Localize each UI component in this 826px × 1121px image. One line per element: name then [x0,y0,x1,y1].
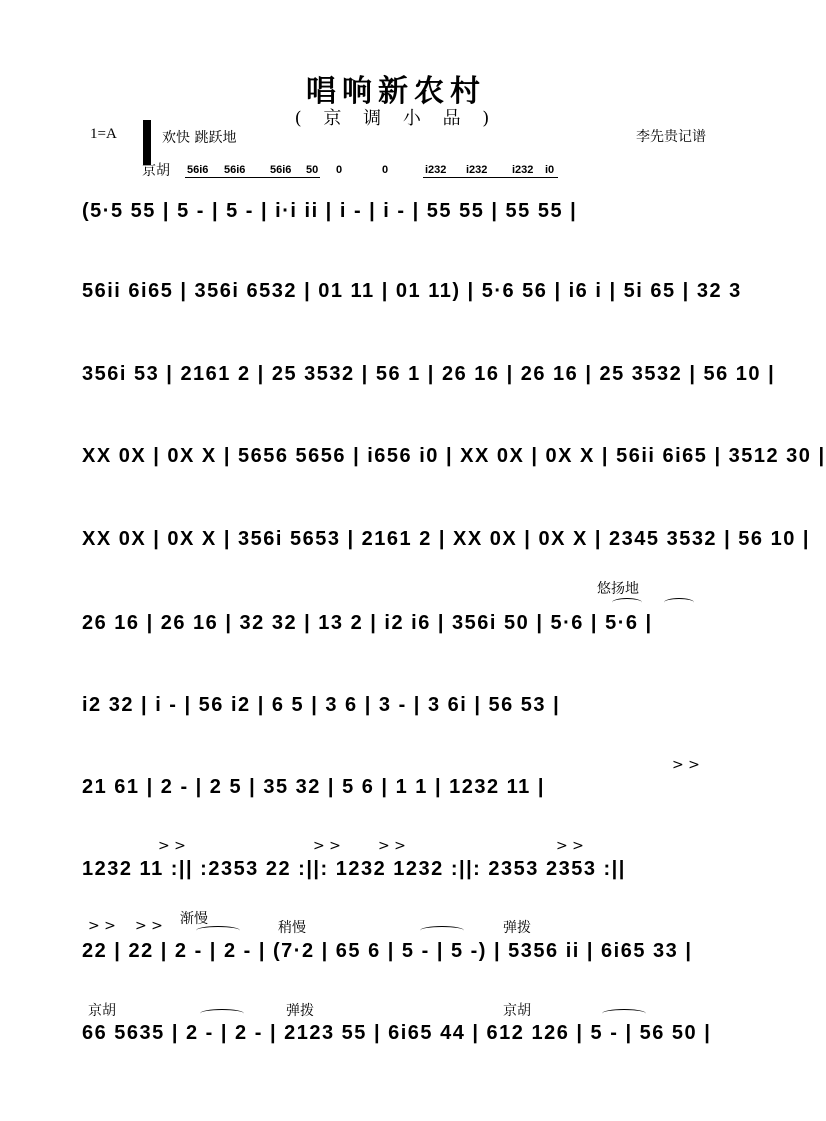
accent-mark: > > [158,838,186,854]
score-system-6 [82,604,712,648]
intro-underline [423,177,558,178]
score-system-4 [82,437,826,481]
notation-line: 26 16 | 26 16 | 32 32 | 13 2 | i2 i6 | 356i 50 | 5·6 | 5·6 | [82,612,653,634]
score-system-10 [82,932,712,976]
expression-jianman: 渐慢 [180,911,208,927]
page-title: 唱响新农村 [306,74,486,109]
score-system-1 [82,192,712,236]
notation-line: 356i 53 | 2161 2 | 25 3532 | 56 1 | 26 16 | 26 16 | 25 3532 | 56 10 | [82,363,776,385]
score-system-5 [82,520,810,564]
notation-line: 66 5635 | 2 - | 2 - | 2123 55 | 6i65 44 | 612 126 | 5 - | 56 50 | [82,1022,712,1044]
accent-mark: > > [378,838,406,854]
tempo-marking: 欢快 跳跃地 [162,130,237,146]
intro-figure: 50 [306,164,319,176]
intro-figure: i0 [545,164,555,176]
time-signature [143,119,151,141]
instrument-jinghu: 京胡 [88,1003,116,1019]
notation-line: 1232 11 :|| :2353 22 :||: 1232 1232 :||: 2353 2353 :|| [82,858,626,880]
notation-line: XX 0X | 0X X | 5656 5656 | i656 i0 | XX 0X | 0X X | 56ii 6i65 | 3512 30 | [82,445,826,467]
notation-line: XX 0X | 0X X | 356i 5653 | 2161 2 | XX 0X | 0X X | 2345 3532 | 56 10 | [82,528,810,550]
score-system-8 [82,768,712,812]
accent-mark: > > [556,838,584,854]
accent-mark: > > [672,757,700,773]
intro-figure: i232 [512,164,534,176]
intro-figure: i232 [466,164,488,176]
accent-mark: > > [88,918,116,934]
intro-figure: 56i6 [224,164,246,176]
score-system-3 [82,355,776,399]
time-signature-line [143,120,151,165]
intro-underline [185,177,320,178]
accent-mark: > > [135,918,163,934]
accent-mark: > > [313,838,341,854]
score-system-9 [82,850,712,894]
notation-line: 21 61 | 2 - | 2 5 | 35 32 | 5 6 | 1 1 | 1232 11 | [82,776,545,798]
instrument-tanbo: 弹拨 [286,1003,314,1019]
intro-figure: 56i6 [270,164,292,176]
key-signature: 1=A [90,126,117,142]
notation-line: 22 | 22 | 2 - | 2 - | (7·2 | 65 6 | 5 - | 5 -) | 5356 ii | 6i65 33 | [82,940,693,962]
notation-line: i2 32 | i - | 56 i2 | 6 5 | 3 6 | 3 - | 3 6i | 56 53 | [82,694,561,716]
expression-youyangdi: 悠扬地 [597,581,639,597]
notation-line: 56ii 6i65 | 356i 6532 | 01 11 | 01 11) | 5·6 56 | i6 i | 5i 65 | 32 3 [82,280,742,302]
score-system-7 [82,686,712,730]
intro-figure: 56i6 [187,164,209,176]
composer-credit: 李先贵记谱 [636,129,706,145]
intro-figure: 0 [336,164,343,176]
expression-shaoman: 稍慢 [278,920,306,936]
intro-figure: 0 [382,164,389,176]
score-system-11 [82,1014,712,1058]
intro-instrument-label: 京胡 [142,163,170,179]
expression-tanbo: 弹拨 [503,920,531,936]
page-subtitle: ( 京 调 小 品 ) [294,108,498,129]
score-system-2 [82,272,742,316]
notation-line: (5·5 55 | 5 - | 5 - | i·i ii | i - | i - | 55 55 | 55 55 | [82,200,578,222]
instrument-jinghu: 京胡 [503,1003,531,1019]
intro-figure: i232 [425,164,447,176]
